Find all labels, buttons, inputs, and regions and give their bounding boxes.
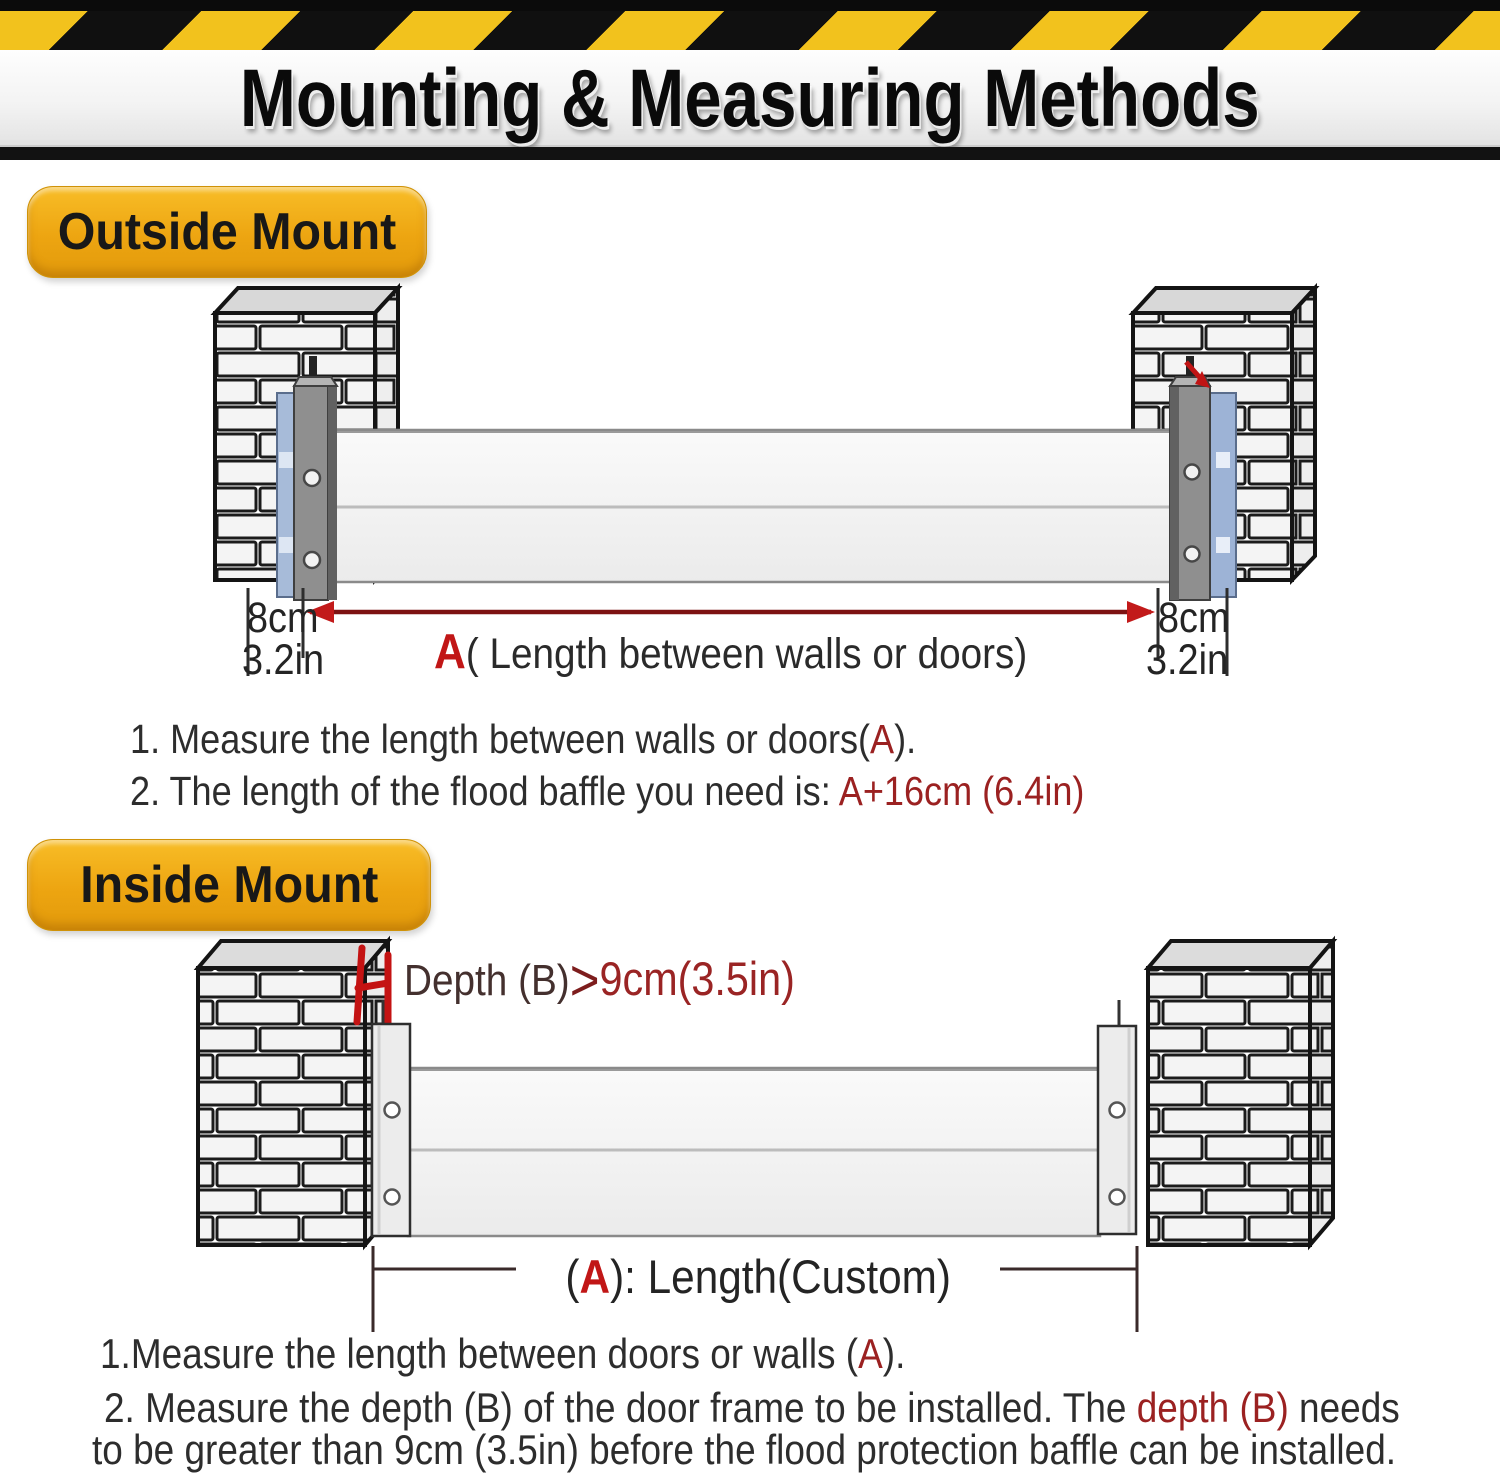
left-gasket-strip	[277, 393, 295, 597]
inside-step-2-line-2: to be greater than 9cm (3.5in) before the flood protection baffle can be installed.	[92, 1426, 1397, 1473]
outside-left-bracket	[277, 356, 337, 600]
screw-hole	[1110, 1103, 1125, 1118]
outside-mount-badge-label: Outside Mount	[57, 203, 397, 261]
outside-dim-right-cm: 8cm	[1158, 594, 1230, 642]
outside-right-bracket	[1170, 356, 1236, 600]
outside-span-label: A( Length between walls or doors)	[433, 625, 1028, 679]
screw-hole	[304, 470, 320, 486]
depth-label: Depth (B)>9cm(3.5in)	[404, 948, 795, 1013]
outside-step-2: 2. The length of the flood baffle you need is: A+16cm (6.4in)	[130, 768, 1085, 814]
page-title: Mounting & Measuring Methods	[240, 53, 1260, 144]
outside-diagram	[215, 288, 1315, 676]
inside-mount-badge-label: Inside Mount	[79, 856, 379, 914]
outside-dim-right-in: 3.2in	[1146, 636, 1229, 684]
screw-hole	[385, 1103, 400, 1118]
screw-hole	[1110, 1190, 1125, 1205]
outside-flood-barrier-panel	[335, 430, 1177, 582]
span-label-a: A	[433, 625, 466, 679]
inside-right-pillar	[1148, 941, 1333, 1245]
inside-flood-barrier-panel	[408, 1068, 1100, 1236]
screw-hole	[1185, 547, 1200, 562]
inside-step-2-line-1: 2. Measure the depth (B) of the door frame to be installed. The depth (B) needs	[104, 1384, 1400, 1431]
screw-hole	[385, 1190, 400, 1205]
inside-step-1: 1.Measure the length between doors or walls (A).	[100, 1330, 906, 1377]
inside-length-label: (A): Length(Custom)	[565, 1250, 951, 1303]
inside-left-bracket	[372, 1000, 410, 1236]
outside-dim-left-in: 3.2in	[242, 636, 325, 684]
outside-step-1: 1. Measure the length between walls or doors(A).	[130, 716, 917, 762]
outside-dimension-arrow	[306, 601, 1155, 623]
outside-dim-left-cm: 8cm	[247, 594, 319, 642]
inside-right-bracket	[1098, 1000, 1136, 1234]
screw-hole	[1185, 465, 1200, 480]
screw-hole	[304, 552, 320, 568]
right-gasket-strip	[1210, 393, 1236, 597]
